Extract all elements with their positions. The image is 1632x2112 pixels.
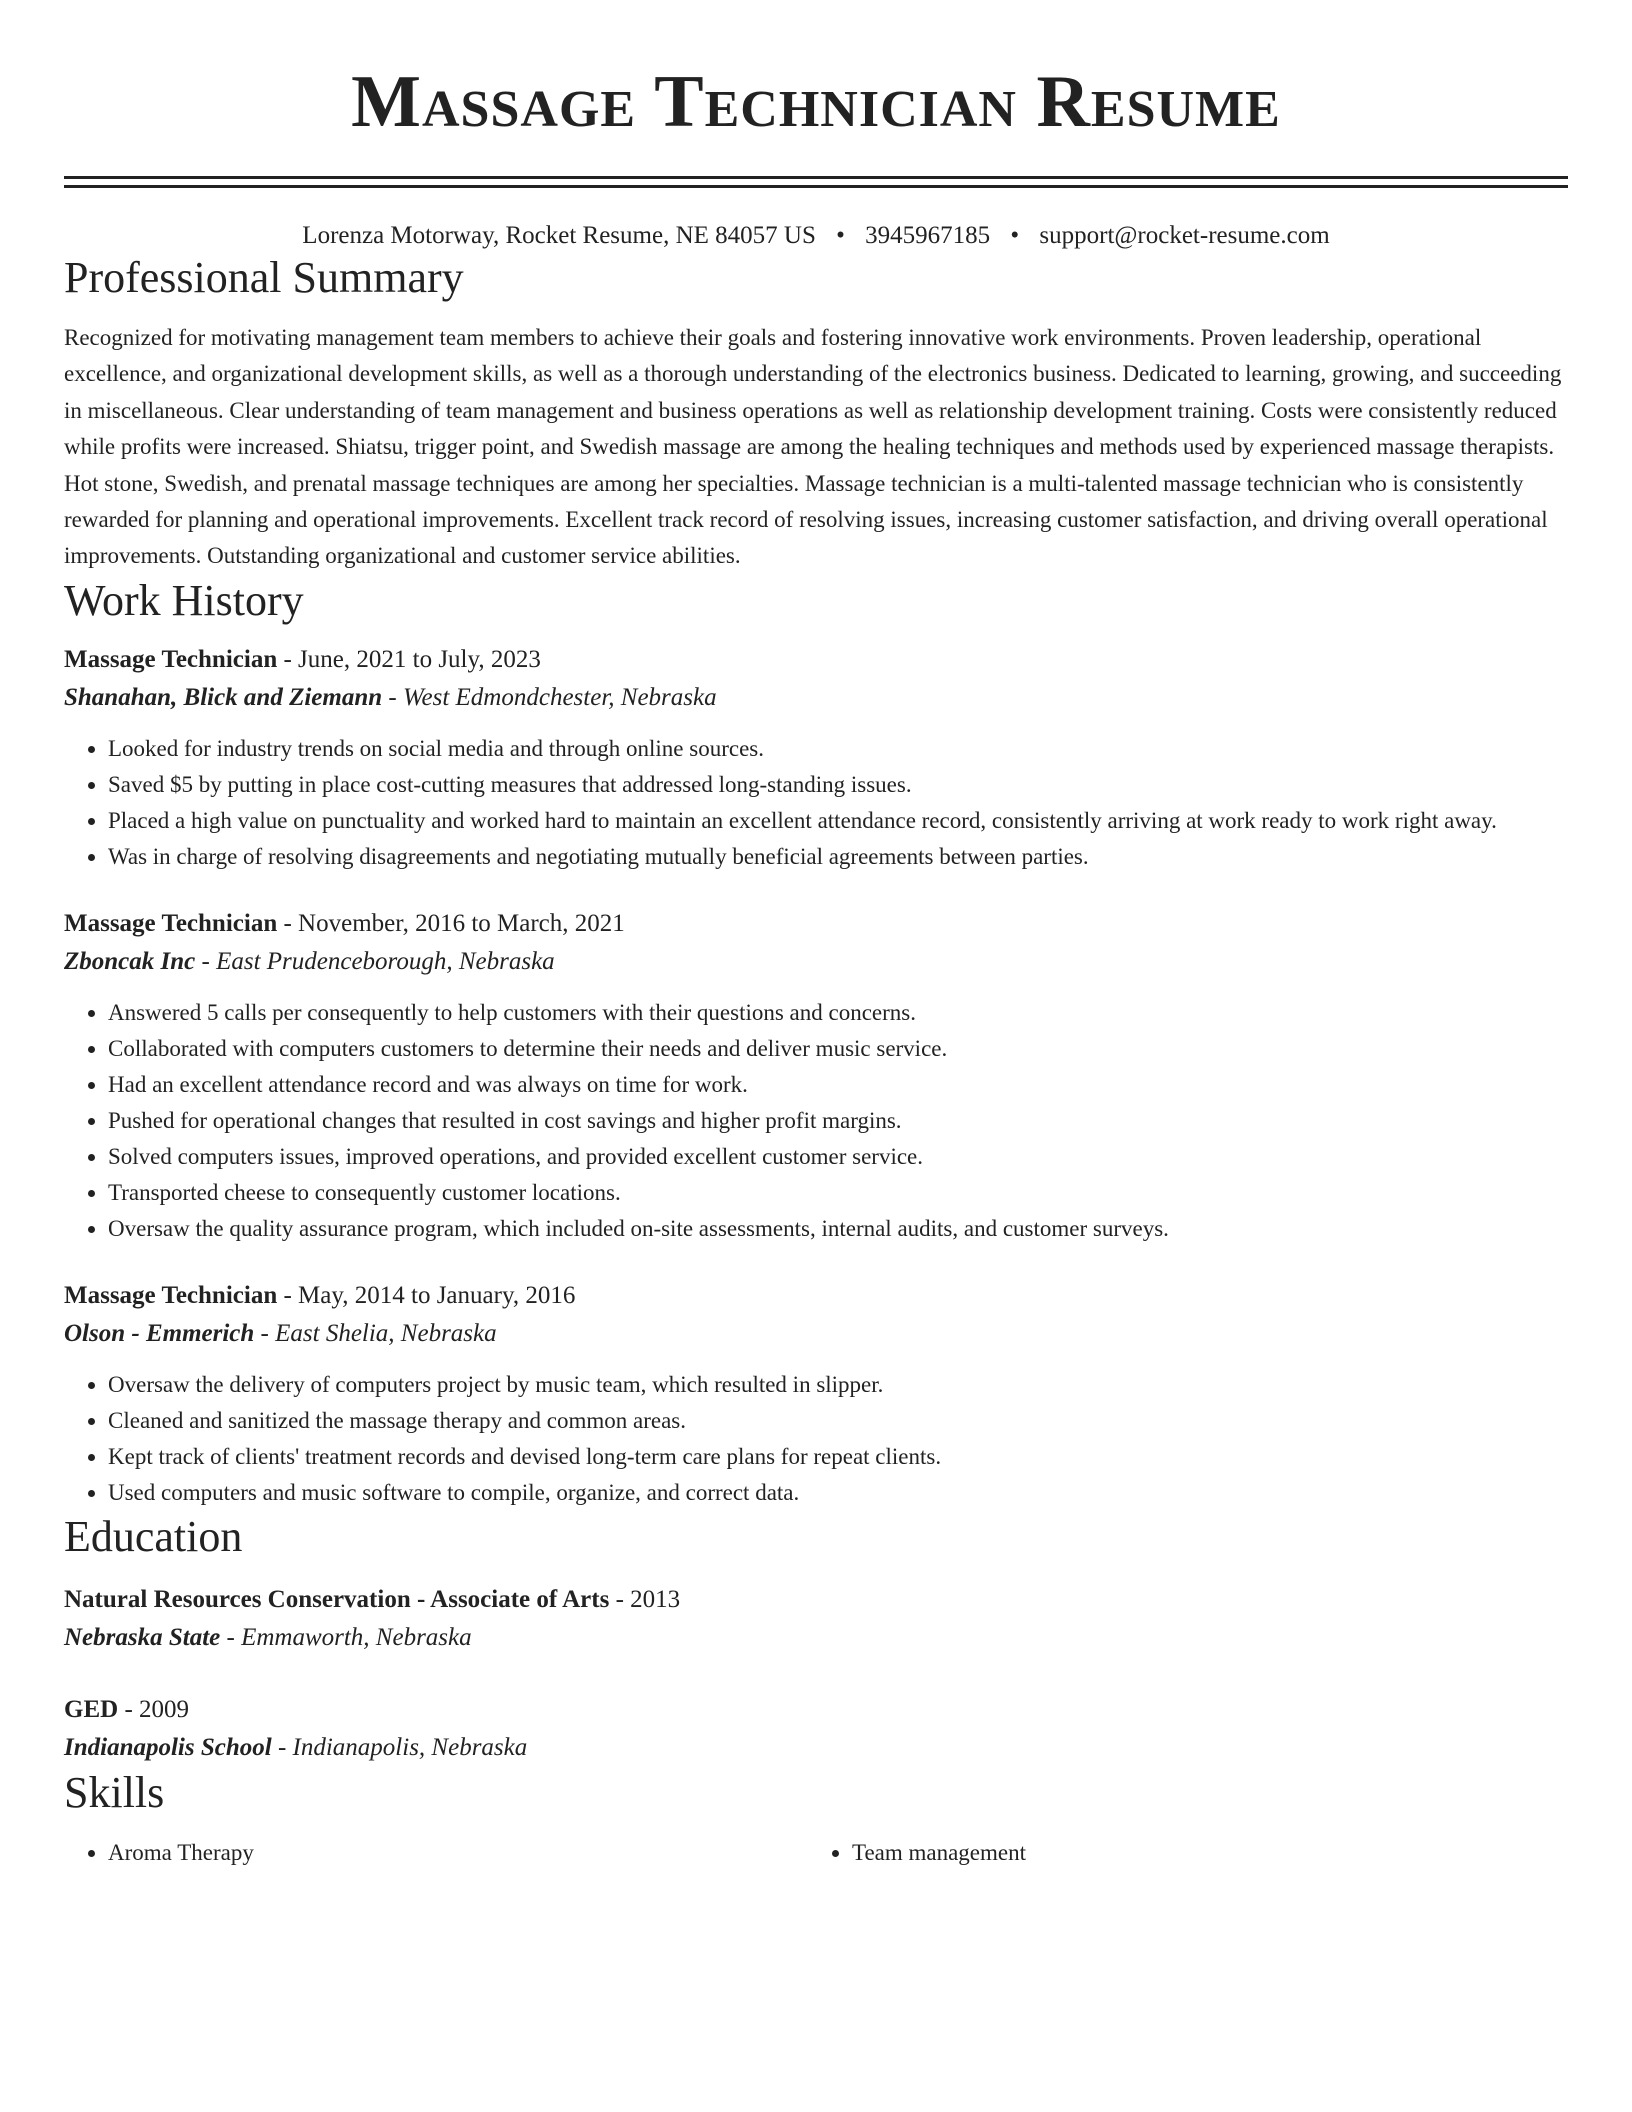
degree-name: GED bbox=[64, 1695, 119, 1723]
list-item: • Looked for industry trends on social media and through online sources. bbox=[108, 731, 1568, 767]
list-item: • Solved computers issues, improved operations, and provided excellent customer service. bbox=[108, 1139, 1568, 1175]
company-location: - East Shelia, Nebraska bbox=[254, 1319, 497, 1347]
job-entry-1 bbox=[64, 641, 1568, 875]
skills-column-right bbox=[808, 1835, 1552, 1871]
company-line bbox=[64, 679, 1568, 717]
degree-year: - 2013 bbox=[609, 1585, 681, 1613]
degree-line bbox=[64, 1581, 1568, 1619]
list-item: • Answered 5 calls per consequently to help customers with their questions and concerns. bbox=[108, 995, 1568, 1031]
list-item: • Placed a high value on punctuality and worked hard to maintain an excellent attendance record, consistently arriving at work ready to work right away. bbox=[108, 803, 1568, 839]
education-entry-1 bbox=[64, 1581, 1568, 1657]
job-title-line bbox=[64, 1277, 1568, 1315]
education-entry-2 bbox=[64, 1691, 1568, 1767]
contact-separator: • bbox=[836, 222, 845, 249]
list-item: • Had an excellent attendance record and was always on time for work. bbox=[108, 1067, 1568, 1103]
list-item: • Cleaned and sanitized the massage therapy and common areas. bbox=[108, 1403, 1568, 1439]
company-location: - East Prudenceborough, Nebraska bbox=[195, 947, 555, 975]
job-dates: - November, 2016 to March, 2021 bbox=[277, 909, 625, 937]
list-item: • Used computers and music software to compile, organize, and correct data. bbox=[108, 1475, 1568, 1511]
list-item: • Was in charge of resolving disagreements and negotiating mutually beneficial agreements between parties. bbox=[108, 839, 1568, 875]
job-entry-3 bbox=[64, 1277, 1568, 1511]
title-divider bbox=[64, 176, 1568, 188]
education-heading: Education bbox=[64, 1511, 243, 1561]
list-item: • Aroma Therapy bbox=[108, 1835, 808, 1871]
list-item: • Pushed for operational changes that resulted in cost savings and higher profit margins. bbox=[108, 1103, 1568, 1139]
list-item: • Collaborated with computers customers to determine their needs and deliver music service. bbox=[108, 1031, 1568, 1067]
skills-list bbox=[64, 1835, 1568, 1871]
job-dates: - June, 2021 to July, 2023 bbox=[277, 645, 541, 673]
school-name: Nebraska State bbox=[64, 1623, 221, 1651]
summary-text: Recognized for motivating management team members to achieve their goals and fostering innovative work environments. Proven leadership, operational excellence, and organizational development skills, as well as a thorough understanding of the electronics business. Dedicated to learning, growing, and succeeding in miscellaneous. Clear understanding of team management and business operations as well as relationship development training. Costs were consistently reduced while profits were increased. Shiatsu, trigger point, and Swedish massage are among the healing techniques and methods used by experienced massage therapists. Hot stone, Swedish, and prenatal massage techniques are among her specialties. Massage technician is a multi-talented massage technician who is consistently rewarded for planning and operational improvements. Excellent track record of resolving issues, increasing customer satisfaction, and driving overall operational improvements. Outstanding organizational and customer service abilities. bbox=[64, 325, 1562, 569]
degree-name: Natural Resources Conservation - Associate of Arts bbox=[64, 1585, 610, 1613]
work-history-heading: Work History bbox=[64, 575, 304, 625]
contact-phone: 3945967185 bbox=[865, 222, 991, 249]
job-bullets bbox=[64, 995, 1568, 1247]
job-dates: - May, 2014 to January, 2016 bbox=[277, 1281, 576, 1309]
school-location: - Emmaworth, Nebraska bbox=[220, 1623, 472, 1651]
resume-title: Massage Technician Resume bbox=[351, 61, 1281, 143]
skills-column-left bbox=[64, 1835, 808, 1871]
skills-heading: Skills bbox=[64, 1767, 165, 1817]
job-bullets bbox=[64, 1367, 1568, 1511]
job-bullets bbox=[64, 731, 1568, 875]
company-name: Shanahan, Blick and Ziemann bbox=[64, 683, 383, 711]
list-item: • Saved $5 by putting in place cost-cutting measures that addressed long-standing issues. bbox=[108, 767, 1568, 803]
job-title-line bbox=[64, 641, 1568, 679]
company-name: Olson - Emmerich bbox=[64, 1319, 255, 1347]
job-title-line bbox=[64, 905, 1568, 943]
summary-heading: Professional Summary bbox=[64, 253, 464, 302]
list-item: • Oversaw the delivery of computers project by music team, which resulted in slipper. bbox=[108, 1367, 1568, 1403]
list-item: • Oversaw the quality assurance program, which included on-site assessments, internal audits, and customer surveys. bbox=[108, 1211, 1568, 1247]
company-location: - West Edmondchester, Nebraska bbox=[382, 683, 717, 711]
list-item: • Team management bbox=[852, 1835, 1552, 1871]
job-title: Massage Technician bbox=[64, 1281, 278, 1309]
degree-year: - 2009 bbox=[118, 1695, 190, 1723]
contact-separator: • bbox=[1010, 222, 1020, 249]
school-location: - Indianapolis, Nebraska bbox=[271, 1733, 528, 1761]
company-line bbox=[64, 943, 1568, 981]
company-line bbox=[64, 1315, 1568, 1353]
job-title: Massage Technician bbox=[64, 645, 278, 673]
school-line bbox=[64, 1729, 1568, 1767]
contact-line bbox=[64, 220, 1568, 252]
contact-address: Lorenza Motorway, Rocket Resume, NE 84057 US bbox=[302, 222, 816, 249]
contact-email: support@rocket-resume.com bbox=[1039, 222, 1330, 249]
list-item: • Transported cheese to consequently customer locations. bbox=[108, 1175, 1568, 1211]
list-item: • Kept track of clients' treatment records and devised long-term care plans for repeat clients. bbox=[108, 1439, 1568, 1475]
company-name: Zboncak Inc bbox=[64, 947, 196, 975]
degree-line bbox=[64, 1691, 1568, 1729]
job-title: Massage Technician bbox=[64, 909, 278, 937]
job-entry-2 bbox=[64, 905, 1568, 1247]
school-name: Indianapolis School bbox=[64, 1733, 272, 1761]
school-line bbox=[64, 1619, 1568, 1657]
